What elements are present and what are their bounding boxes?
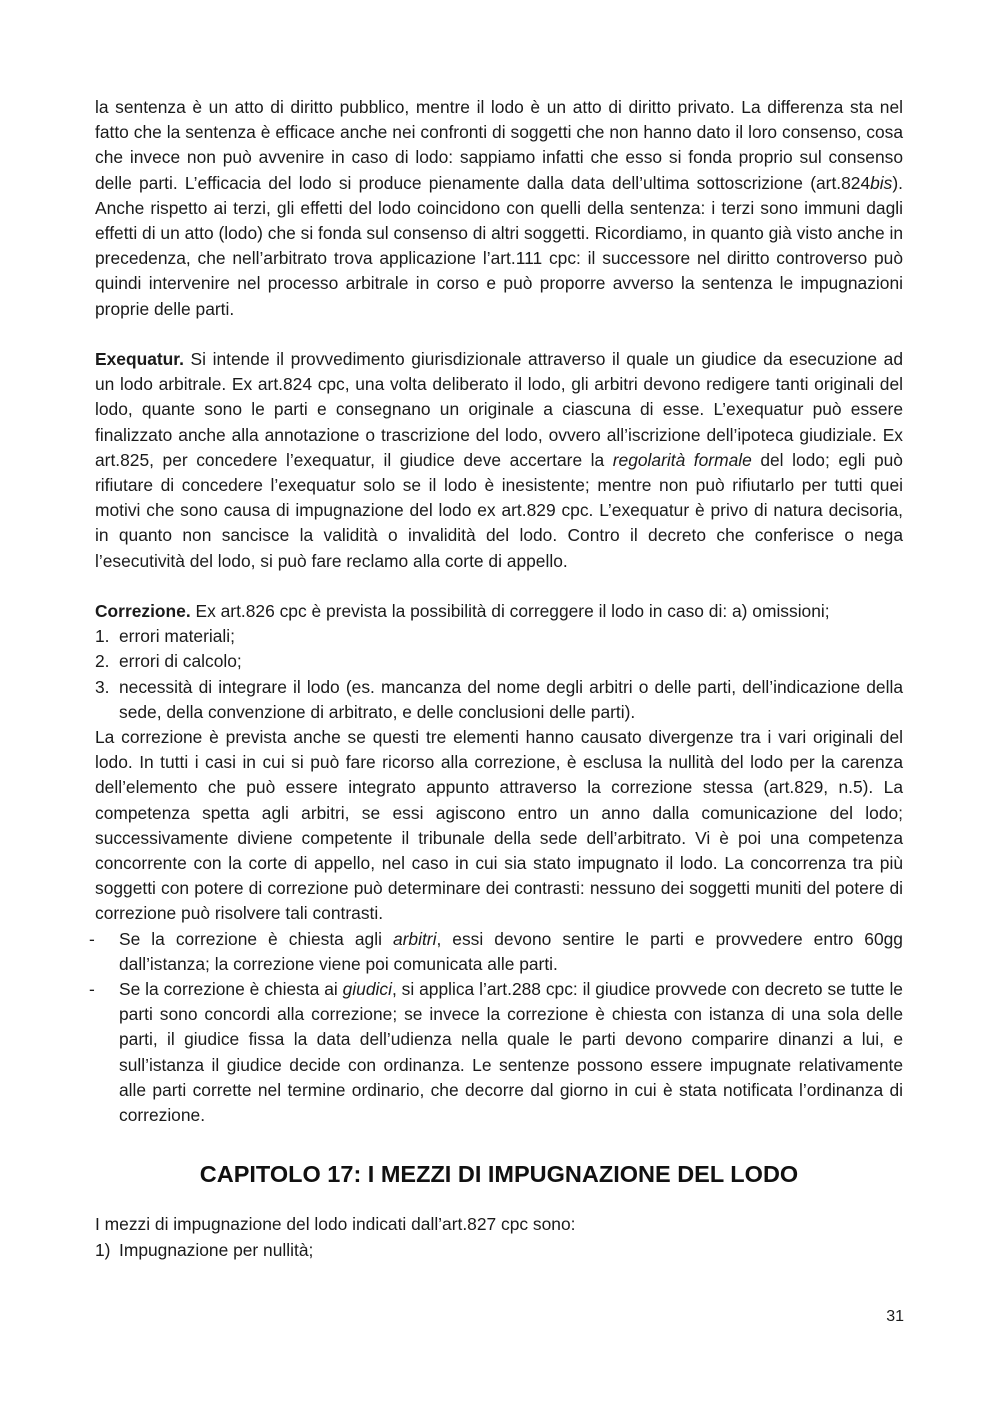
- paragraph-correzione-body: La correzione è prevista anche se questi tre elementi hanno causato divergenze tra i vari originali del lodo. In tutti i casi in cui si può fare ricorso alla correzione, è esclusa la nullità del lodo per la carenza dell’elemento che può essere integrato appunto attraverso la correzione stessa (art.829, n.5). La competenza spetta agli arbitri, se essi agiscono entro un anno dalla comunicazione del lodo; successivamente diviene competente il tribunale della sede dell’arbitrato. Vi è poi una competenza concorrente con la corte di appello, nel caso in cui sia stato impugnato il lodo. La concorrenza tra più soggetti con potere di correzione può determinare dei contrasti: nessuno dei soggetti muniti del potere di correzione può risolvere tali contrasti.: [95, 727, 903, 924]
- list-item-text: Se la correzione è chiesta ai giudici, si applica l’art.288 cpc: il giudice provvede con decreto se tutte le parti sono concordi alla correzione; se invece la correzione è chiesta con istanza di una sola delle parti, il giudice fissa la data dell’udienza nella quale le parti devono comparire dinanzi a lui, e sull’istanza il giudice decide con ordinanza. Le sentenze possono essere impugnate relativamente alle parti corrette nel termine ordinario, che decorre dal giorno in cui è stata notificata l’ordinanza di correzione.: [119, 979, 903, 1126]
- list-item-text: errori materiali;: [119, 626, 235, 647]
- correzione-heading: Correzione.: [95, 601, 191, 622]
- italic-text: arbitri: [392, 928, 437, 949]
- list-item-text: errori di calcolo;: [119, 651, 242, 672]
- exequatur-heading: Exequatur.: [95, 349, 184, 370]
- italic-text: regolarità formale: [612, 449, 752, 470]
- chapter-numbered-list: [95, 1238, 903, 1263]
- italic-text: giudici: [342, 979, 392, 1000]
- paragraph-sentenza-lodo: la sentenza è un atto di diritto pubblico, mentre il lodo è un atto di diritto privato. La differenza sta nel fatto che la sentenza è efficace anche nei confronti di soggetti che non hanno dato il loro consenso, cosa che invece non può avvenire in caso di lodo: sappiamo infatti che esso si fonda proprio sul consenso delle parti. L’efficacia del lodo si produce pienamente dalla data dell’ultima sottoscrizione (art.824bis). Anche rispetto ai terzi, gli effetti del lodo coincidono con quelli della sentenza: i terzi sono immuni dagli effetti di un atto (lodo) che si fonda sul consenso di altri soggetti. Ricordiamo, in quanto già visto anche in precedenza, che nell’arbitrato trova applicazione l’art.111 cpc: il successore nel diritto controverso può quindi intervenire nel processo arbitrale in corso e può proporre avverso la sentenza le impugnazioni proprie delle parti.: [95, 97, 903, 319]
- list-item: [95, 675, 903, 725]
- list-marker: -: [89, 928, 95, 949]
- list-item-text: Se la correzione è chiesta agli arbitri, essi devono sentire le parti e provvedere entro 60gg dall’istanza; la correzione viene poi comunicata alle parti.: [119, 928, 903, 974]
- list-marker: -: [89, 979, 95, 1000]
- correzione-numbered-list: [95, 624, 903, 725]
- list-marker: 1.: [95, 626, 110, 647]
- paragraph-exequatur: [95, 347, 903, 574]
- exequatur-text: Si intende il provvedimento giurisdizionale attraverso il quale un giudice da esecuzione ad un lodo arbitrale. Ex art.824 cpc, una volta deliberato il lodo, gli arbitri devono redigere tanti originali del lodo, quante sono le parti e consegnano un originale a ciascuna di esse. L’exequatur può essere finalizzato anche alla annotazione o trascrizione del lodo, ovvero all’iscrizione dell’ipoteca giudiziale. Ex art.825, per concedere l’exequatur, il giudice deve accertare la regolarità formale del lodo; egli può rifiutare di concedere l’exequatur solo se il lodo è inesistente; mentre non può rifiutarlo per tutti quei motivi che sono causa di impugnazione del lodo ex art.829 cpc. L’exequatur è privo di natura decisoria, in quanto non sancisce la validità o invalidità del lodo. Contro il decreto che conferisce o nega l’esecutività del lodo, si può fare reclamo alla corte di appello.: [95, 349, 903, 571]
- list-marker: 3.: [95, 676, 110, 697]
- document-page: [89, 95, 903, 1263]
- correzione-text: Ex art.826 cpc è prevista la possibilità di correggere il lodo in caso di: a) omissioni;: [190, 601, 830, 622]
- correzione-dash-list: [89, 927, 903, 1129]
- page-number: 31: [886, 1308, 904, 1325]
- paragraph-gap: [95, 574, 903, 599]
- list-item: [89, 977, 903, 1128]
- list-item: [89, 927, 903, 977]
- italic-text: bis: [870, 172, 893, 193]
- list-item: [95, 649, 903, 674]
- list-item-text: Impugnazione per nullità;: [119, 1239, 314, 1260]
- list-item-text: necessità di integrare il lodo (es. mancanza del nome degli arbitri o delle parti, dell’indicazione della sede, della convenzione di arbitrato, e delle conclusioni delle parti).: [119, 676, 903, 722]
- list-item: [95, 624, 903, 649]
- list-marker: 2.: [95, 651, 110, 672]
- paragraph-gap: [95, 322, 903, 347]
- list-item: [95, 1238, 903, 1263]
- chapter-intro: I mezzi di impugnazione del lodo indicati dall’art.827 cpc sono:: [95, 1214, 576, 1235]
- list-marker: 1): [95, 1239, 111, 1260]
- chapter-title: CAPITOLO 17: I MEZZI DI IMPUGNAZIONE DEL LODO: [199, 1161, 799, 1188]
- paragraph-correzione: [95, 599, 903, 624]
